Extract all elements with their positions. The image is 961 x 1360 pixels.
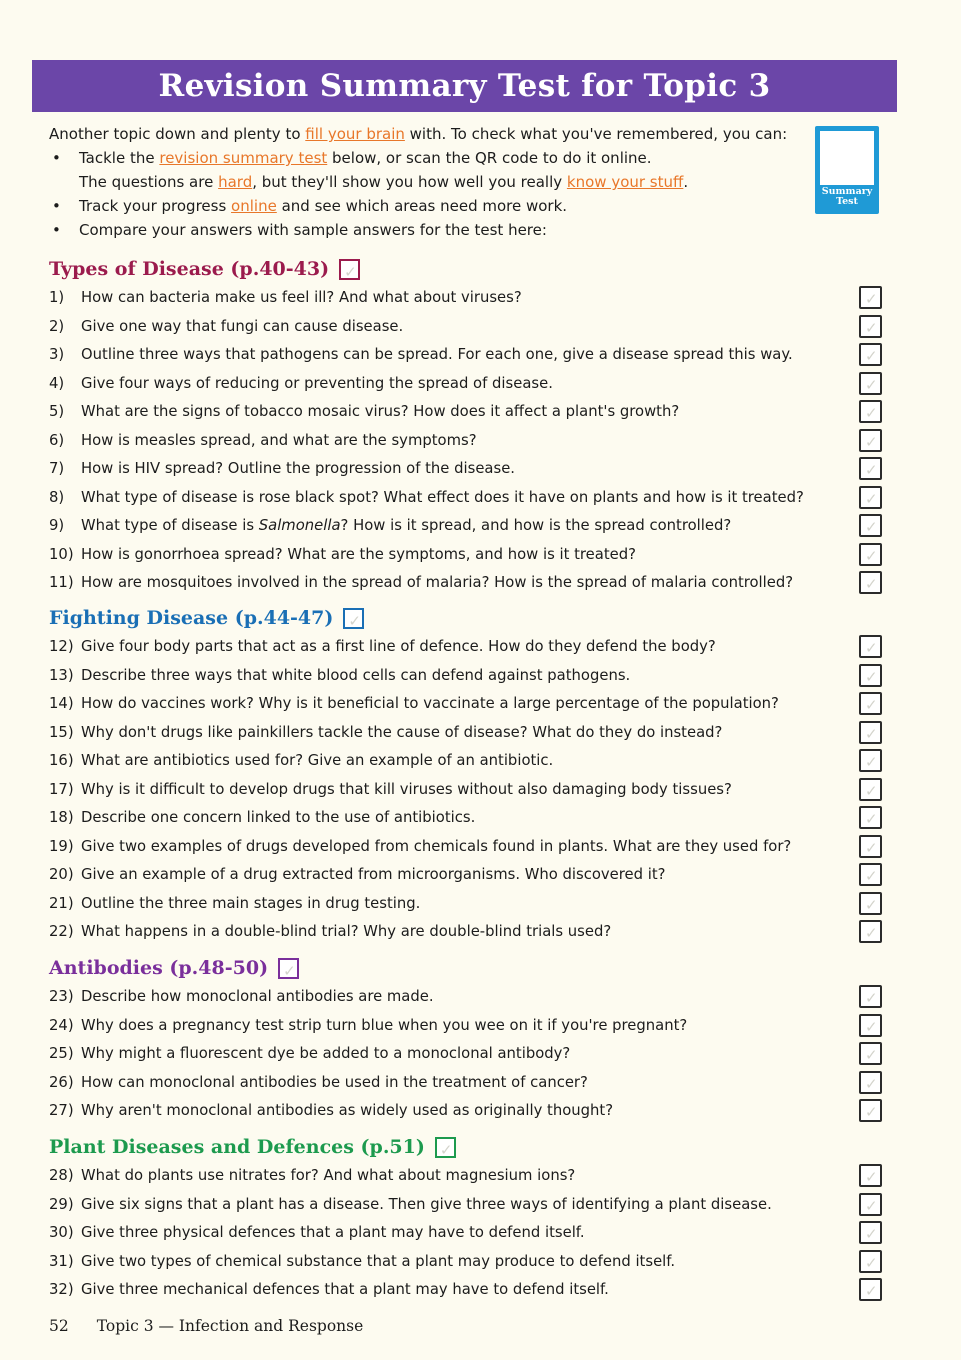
question-checkbox[interactable] [859, 514, 882, 537]
question-row [49, 863, 884, 887]
question-number: 28) [49, 1167, 74, 1184]
question-number: 5) [49, 403, 65, 420]
question-number: 21) [49, 894, 74, 912]
question-number: 24) [49, 1016, 74, 1034]
question-text: Why might a fluorescent dye be added to a monoclonal antibody? [81, 1045, 571, 1062]
question-row [49, 749, 884, 773]
question-checkbox[interactable] [859, 635, 882, 658]
question-checkbox[interactable] [859, 457, 882, 480]
question-checkbox[interactable] [859, 343, 882, 366]
question-text: Why is it difficult to develop drugs that kill viruses without also damaging body tissues? [81, 780, 732, 798]
question-text: What type of disease is rose black spot? What effect does it have on plants and how is it treated? [81, 488, 804, 506]
link-know-your-stuff[interactable]: know your stuff [566, 173, 684, 191]
question-row [49, 635, 884, 659]
question-text: Give four body parts that act as a first line of defence. How do they defend the body? [81, 638, 716, 655]
question-number: 1) [49, 289, 65, 306]
question-row [49, 286, 884, 310]
question-text: Outline three ways that pathogens can be spread. For each one, give a disease spread this way. [81, 346, 793, 363]
question-checkbox[interactable] [859, 543, 882, 566]
footer-topic: Topic 3 — Infection and Response [96, 1317, 364, 1335]
question-text: What are the signs of tobacco mosaic virus? How does it affect a plant's growth? [81, 403, 680, 420]
intro-bullet-3: • Compare your answers with sample answers for the test here: [49, 218, 809, 242]
question-row [49, 985, 884, 1009]
question-checkbox[interactable] [859, 778, 882, 801]
question-text: What do plants use nitrates for? And what about magnesium ions? [81, 1167, 576, 1184]
question-checkbox[interactable] [859, 1071, 882, 1094]
question-checkbox[interactable] [859, 1099, 882, 1122]
section-checkbox[interactable] [278, 958, 299, 979]
question-checkbox[interactable] [859, 286, 882, 309]
question-number: 16) [49, 752, 74, 769]
question-text: How is gonorrhoea spread? What are the symptoms, and how is it treated? [81, 545, 636, 563]
question-row [49, 372, 884, 396]
question-number: 17) [49, 780, 74, 798]
question-number: 15) [49, 723, 74, 741]
question-checkbox[interactable] [859, 835, 882, 858]
question-number: 14) [49, 695, 74, 712]
intro-bullet-1: • Tackle the revision summary test below, or scan the QR code to do it online. [49, 146, 809, 170]
question-checkbox[interactable] [859, 400, 882, 423]
section-title: Types of Disease (p.40-43) [49, 258, 330, 280]
section-title: Plant Diseases and Defences (p.51) [49, 1136, 425, 1158]
question-checkbox[interactable] [859, 692, 882, 715]
question-row [49, 457, 884, 481]
question-number: 27) [49, 1102, 74, 1119]
question-number: 4) [49, 374, 65, 392]
question-checkbox[interactable] [859, 429, 882, 452]
question-text: What type of disease is Salmonella? How is it spread, and how is the spread controlled? [81, 517, 732, 534]
question-number: 18) [49, 809, 74, 826]
question-checkbox[interactable] [859, 1042, 882, 1065]
question-row [49, 1278, 884, 1302]
question-row [49, 1071, 884, 1095]
question-number: 11) [49, 574, 74, 591]
question-row [49, 1099, 884, 1123]
question-row [49, 1014, 884, 1038]
section-heading [49, 1134, 456, 1160]
section-title: Antibodies (p.48-50) [49, 957, 269, 979]
question-checkbox[interactable] [859, 664, 882, 687]
section-title: Fighting Disease (p.44-47) [49, 607, 334, 629]
intro-bullet-1-cont: The questions are hard, but they'll show you how well you really know your stuff. [79, 173, 689, 191]
question-row [49, 721, 884, 745]
section-checkbox[interactable] [339, 259, 360, 280]
question-text: What happens in a double-blind trial? Why are double-blind trials used? [81, 923, 612, 940]
question-row [49, 892, 884, 916]
question-number: 10) [49, 545, 74, 563]
question-text: Why aren't monoclonal antibodies as widely used as originally thought? [81, 1102, 614, 1119]
question-number: 20) [49, 866, 74, 883]
question-number: 7) [49, 460, 65, 477]
question-text: How can monoclonal antibodies be used in the treatment of cancer? [81, 1073, 588, 1091]
page-footer [49, 1317, 363, 1335]
question-text: Give two examples of drugs developed from chemicals found in plants. What are they used for? [81, 837, 792, 855]
question-row [49, 664, 884, 688]
question-text: How is HIV spread? Outline the progression of the disease. [81, 460, 516, 477]
question-text: Give three physical defences that a plant may have to defend itself. [81, 1224, 585, 1241]
question-number: 32) [49, 1281, 74, 1298]
question-text: How are mosquitoes involved in the spread of malaria? How is the spread of malaria controlled? [81, 574, 794, 591]
question-row [49, 400, 884, 424]
question-row [49, 343, 884, 367]
qr-code[interactable] [820, 131, 874, 185]
question-text: How do vaccines work? Why is it beneficial to vaccinate a large percentage of the population? [81, 695, 779, 712]
question-checkbox[interactable] [859, 486, 882, 509]
question-row [49, 1164, 884, 1188]
question-row [49, 1250, 884, 1274]
question-number: 26) [49, 1073, 74, 1091]
page-title: Revision Summary Test for Topic 3 [158, 68, 771, 104]
question-checkbox[interactable] [859, 806, 882, 829]
question-checkbox[interactable] [859, 920, 882, 943]
question-row [49, 543, 884, 567]
question-row [49, 835, 884, 859]
question-text: Describe one concern linked to the use of antibiotics. [81, 809, 476, 826]
question-text: Give four ways of reducing or preventing the spread of disease. [81, 374, 553, 392]
question-row [49, 1221, 884, 1245]
question-text: What are antibiotics used for? Give an example of an antibiotic. [81, 752, 554, 769]
question-number: 22) [49, 923, 74, 940]
link-hard[interactable]: hard [218, 173, 253, 191]
question-row [49, 806, 884, 830]
question-number: 29) [49, 1195, 74, 1213]
question-row [49, 486, 884, 510]
link-fill-your-brain[interactable]: fill your brain [305, 125, 405, 143]
question-number: 6) [49, 431, 65, 449]
question-number: 12) [49, 638, 74, 655]
question-text: How can bacteria make us feel ill? And what about viruses? [81, 289, 522, 306]
question-number: 31) [49, 1252, 74, 1270]
question-checkbox[interactable] [859, 749, 882, 772]
question-text: Give one way that fungi can cause disease. [81, 317, 404, 335]
question-text: Give six signs that a plant has a disease. Then give three ways of identifying a plant disease. [81, 1195, 772, 1213]
qr-code-badge[interactable] [815, 126, 879, 214]
question-number: 25) [49, 1045, 74, 1062]
question-text: Give three mechanical defences that a plant may have to defend itself. [81, 1281, 609, 1298]
question-number: 2) [49, 317, 65, 335]
question-checkbox[interactable] [859, 1250, 882, 1273]
intro-line: Another topic down and plenty to fill your brain with. To check what you've remembered, you can: [49, 125, 788, 143]
question-text: How is measles spread, and what are the symptoms? [81, 431, 477, 449]
qr-caption: Summary Test [821, 186, 873, 207]
question-checkbox[interactable] [859, 1278, 882, 1301]
question-number: 13) [49, 666, 74, 684]
link-revision-summary-test[interactable]: revision summary test [159, 149, 328, 167]
question-row [49, 920, 884, 944]
question-row [49, 571, 884, 595]
section-checkbox[interactable] [435, 1137, 456, 1158]
section-heading [49, 256, 360, 282]
question-number: 23) [49, 988, 74, 1005]
question-checkbox[interactable] [859, 1014, 882, 1037]
question-checkbox[interactable] [859, 1164, 882, 1187]
question-number: 30) [49, 1224, 74, 1241]
question-text: Give two types of chemical substance that a plant may produce to defend itself. [81, 1252, 676, 1270]
link-online[interactable]: online [231, 197, 277, 215]
question-row [49, 1193, 884, 1217]
question-number: 19) [49, 837, 74, 855]
question-text: Outline the three main stages in drug testing. [81, 894, 421, 912]
question-row [49, 692, 884, 716]
question-text: Why does a pregnancy test strip turn blue when you wee on it if you're pregnant? [81, 1016, 688, 1034]
question-checkbox[interactable] [859, 985, 882, 1008]
question-checkbox[interactable] [859, 571, 882, 594]
question-checkbox[interactable] [859, 892, 882, 915]
question-row [49, 514, 884, 538]
question-checkbox[interactable] [859, 315, 882, 338]
question-checkbox[interactable] [859, 372, 882, 395]
page-number: 52 [49, 1317, 69, 1335]
question-number: 9) [49, 517, 65, 534]
question-number: 3) [49, 346, 65, 363]
question-number: 8) [49, 488, 65, 506]
section-heading [49, 605, 364, 631]
section-checkbox[interactable] [343, 608, 364, 629]
intro-block [49, 122, 809, 242]
question-checkbox[interactable] [859, 721, 882, 744]
question-row [49, 1042, 884, 1066]
question-checkbox[interactable] [859, 1221, 882, 1244]
question-row [49, 429, 884, 453]
question-text: Describe how monoclonal antibodies are made. [81, 988, 434, 1005]
question-checkbox[interactable] [859, 1193, 882, 1216]
section-heading [49, 955, 299, 981]
question-row [49, 315, 884, 339]
page-banner [32, 60, 897, 112]
question-text: Describe three ways that white blood cells can defend against pathogens. [81, 666, 631, 684]
question-row [49, 778, 884, 802]
question-checkbox[interactable] [859, 863, 882, 886]
question-text: Give an example of a drug extracted from microorganisms. Who discovered it? [81, 866, 666, 883]
question-text: Why don't drugs like painkillers tackle the cause of disease? What do they do instead? [81, 723, 723, 741]
intro-bullet-2: • Track your progress online and see which areas need more work. [49, 194, 809, 218]
